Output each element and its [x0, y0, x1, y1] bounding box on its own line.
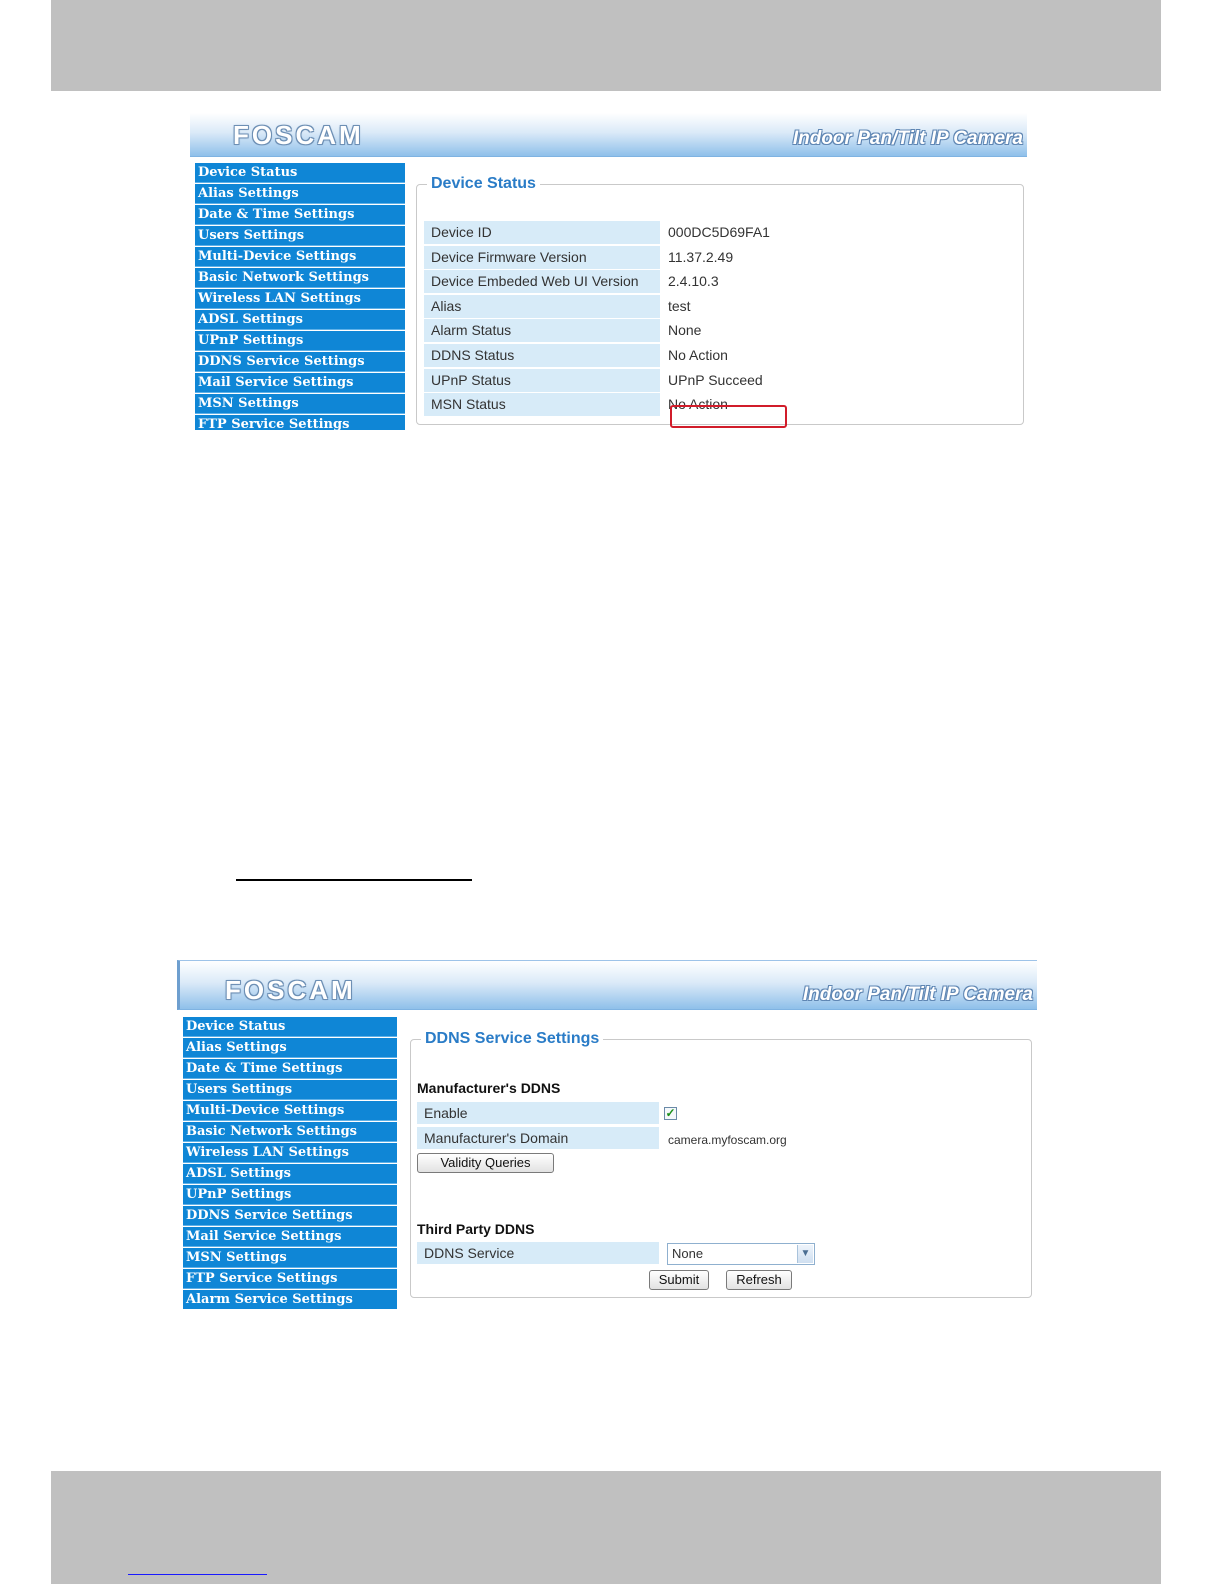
- foscam-logo: FOSCAM: [225, 975, 356, 1005]
- menu-item-mail-service-settings[interactable]: Mail Service Settings: [195, 373, 405, 393]
- settings-sidebar: [183, 1017, 397, 1309]
- chevron-down-icon[interactable]: ▼: [797, 1245, 813, 1263]
- ddns-settings-screenshot: [177, 960, 1037, 1309]
- menu-item-wireless-lan-settings[interactable]: Wireless LAN Settings: [183, 1143, 397, 1163]
- manufacturer-domain-label: Manufacturer's Domain: [417, 1127, 659, 1149]
- menu-item-alias-settings[interactable]: Alias Settings: [195, 184, 405, 204]
- camera-banner: [177, 960, 1037, 1010]
- foscam-logo: FOSCAM: [233, 120, 364, 150]
- device-status-panel: [416, 175, 1024, 425]
- menu-item-msn-settings[interactable]: MSN Settings: [183, 1248, 397, 1268]
- third-party-ddns-heading: Third Party DDNS: [417, 1221, 535, 1237]
- row-label: Alarm Status: [424, 319, 660, 342]
- menu-item-msn-settings[interactable]: MSN Settings: [195, 394, 405, 414]
- refresh-button[interactable]: Refresh: [726, 1270, 792, 1290]
- menu-item-mail-service-settings[interactable]: Mail Service Settings: [183, 1227, 397, 1247]
- ddns-service-select[interactable]: [667, 1243, 815, 1265]
- row-value: No Action: [668, 396, 728, 413]
- manufacturer-ddns-heading: Manufacturer's DDNS: [417, 1080, 561, 1096]
- device-status-screenshot: [190, 113, 1027, 430]
- row-value: 11.37.2.49: [668, 248, 734, 265]
- enable-checkbox[interactable]: ✓: [665, 1106, 676, 1120]
- row-value: No Action: [668, 346, 728, 363]
- ddns-service-selected: None: [672, 1246, 704, 1261]
- row-label: UPnP Status: [424, 369, 660, 392]
- footer-link-underline[interactable]: [128, 1574, 267, 1575]
- panel-title: DDNS Service Settings: [421, 1030, 603, 1048]
- product-title: Indoor Pan/Tilt IP Camera: [792, 128, 1023, 149]
- ddns-service-label: DDNS Service: [417, 1242, 659, 1264]
- row-label: Device Firmware Version: [424, 246, 660, 269]
- row-label: Alias: [424, 295, 660, 318]
- ddns-settings-panel: [410, 1030, 1032, 1298]
- row-value: 2.4.10.3: [668, 273, 719, 290]
- row-label: DDNS Status: [424, 344, 660, 367]
- menu-item-ftp-service-settings[interactable]: FTP Service Settings: [183, 1269, 397, 1289]
- blank-underline: [236, 879, 472, 881]
- row-label: Device Embeded Web UI Version: [424, 270, 660, 293]
- submit-button[interactable]: Submit: [649, 1270, 709, 1290]
- settings-sidebar: [195, 163, 405, 430]
- menu-item-multi-device-settings[interactable]: Multi-Device Settings: [195, 247, 405, 267]
- manufacturer-domain-value: camera.myfoscam.org: [668, 1133, 787, 1147]
- menu-item-ddns-service-settings[interactable]: DDNS Service Settings: [195, 352, 405, 372]
- menu-item-adsl-settings[interactable]: ADSL Settings: [183, 1164, 397, 1184]
- row-label: MSN Status: [424, 393, 660, 416]
- menu-item-upnp-settings[interactable]: UPnP Settings: [183, 1185, 397, 1205]
- menu-item-multi-device-settings[interactable]: Multi-Device Settings: [183, 1101, 397, 1121]
- menu-item-device-status[interactable]: Device Status: [183, 1017, 397, 1037]
- validity-queries-button[interactable]: Validity Queries: [417, 1153, 554, 1173]
- enable-label: Enable: [417, 1102, 659, 1124]
- menu-item-date-time-settings[interactable]: Date & Time Settings: [183, 1059, 397, 1079]
- row-value: test: [668, 297, 691, 314]
- camera-banner: [190, 113, 1027, 157]
- menu-item-users-settings[interactable]: Users Settings: [195, 226, 405, 246]
- menu-item-date-time-settings[interactable]: Date & Time Settings: [195, 205, 405, 225]
- menu-item-alarm-service-settings[interactable]: Alarm Service Settings: [183, 1290, 397, 1309]
- page-header-band: [51, 0, 1161, 91]
- row-value: UPnP Succeed: [668, 371, 763, 388]
- row-value: 000DC5D69FA1: [668, 224, 770, 240]
- product-title: Indoor Pan/Tilt IP Camera: [802, 984, 1033, 1005]
- menu-item-adsl-settings[interactable]: ADSL Settings: [195, 310, 405, 330]
- menu-item-alias-settings[interactable]: Alias Settings: [183, 1038, 397, 1058]
- menu-item-wireless-lan-settings[interactable]: Wireless LAN Settings: [195, 289, 405, 309]
- menu-item-upnp-settings[interactable]: UPnP Settings: [195, 331, 405, 351]
- menu-item-ddns-service-settings[interactable]: DDNS Service Settings: [183, 1206, 397, 1226]
- row-value: None: [668, 322, 702, 339]
- page-footer-band: [51, 1471, 1161, 1584]
- menu-item-users-settings[interactable]: Users Settings: [183, 1080, 397, 1100]
- row-label: Device ID: [424, 221, 660, 244]
- menu-item-basic-network-settings[interactable]: Basic Network Settings: [195, 268, 405, 288]
- panel-title: Device Status: [427, 175, 540, 193]
- menu-item-device-status[interactable]: Device Status: [195, 163, 405, 183]
- upnp-status-highlight: [670, 405, 787, 428]
- menu-item-ftp-service-settings[interactable]: FTP Service Settings: [195, 415, 405, 430]
- menu-item-basic-network-settings[interactable]: Basic Network Settings: [183, 1122, 397, 1142]
